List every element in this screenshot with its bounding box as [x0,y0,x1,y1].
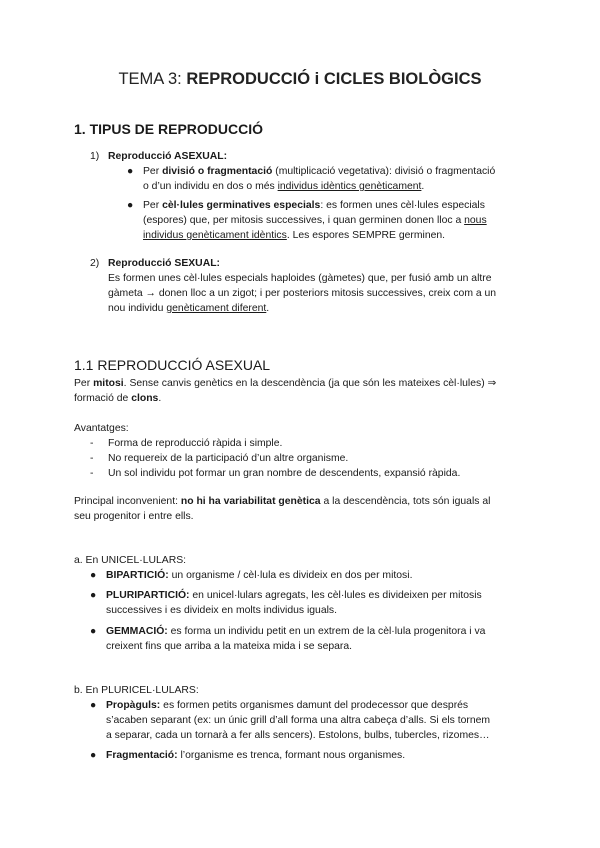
advantages-title: Avantatges: [74,423,129,434]
bullet-fragmentacio: ● Fragmentació: l’organisme es trenca, formant nous organismes. [90,750,406,761]
numbered-item-sexual: 2) Reproducció SEXUAL: [90,258,220,269]
bullet-icon: ● [90,570,97,581]
unicellular-title: a. En UNICEL·LULARS: [74,555,187,566]
bullet-propaguls: ● Propàguls: es formen petits organismes damunt del prodecessor que després s’acaben separant (ex: un únic grill d’all forma una altra cabeça d’alls. Si els tornem a separar, cada un tornarà a fer alls sencers). Estolons, bulbs, tubercles, rizomes… [90,700,491,741]
bullet-gemmacio: ● GEMMACIÓ: es forma un individu petit en un extrem de la cèl·lula progenitora i va creixent fins que arriba a la mateixa mida i se separa. [90,626,486,652]
bullet-icon: ● [127,200,134,211]
bullet-icon: ● [90,700,97,711]
advantages-block [74,421,460,481]
sexual-description: Es formen unes cèl·lules especials haploides (gàmetes) que, per fusió amb un altre gàmeta → donen lloc a un zigot; i per posteriors mitosis successives, creix com a un nou individu genèticament diferent. [108,273,497,314]
bullet-icon: ● [90,590,97,601]
multicellular-title: b. En PLURICEL·LULARS: [74,685,199,696]
bullet-biparticio: ● BIPARTICIÓ: un organisme / cèl·lula es divideix en dos per mitosi. [90,570,413,581]
inconvenient-paragraph: Principal inconvenient: no hi ha variabilitat genètica a la descendència, tots són iguals al seu progenitor i entre ells. [74,496,491,522]
bullet-icon: ● [127,166,134,177]
bullet-icon: ● [90,750,97,761]
numbered-item-asexual: 1) Reproducció ASEXUAL: [90,151,228,162]
bullet-pluriparticio: ● PLURIPARTICIÓ: en unicel·lulars agregats, les cèl·lules es divideixen per mitosis successives i es divideix en molts individus iguals. [90,590,482,616]
list-item: - Un sol individu pot formar un gran nombre de descendents, expansió ràpida. [90,468,461,479]
section-heading-asexual: 1.1 REPRODUCCIÓ ASEXUAL [74,357,271,373]
bullet-germinatives: ● Per cèl·lules germinatives especials: es formen unes cèl·lules especials (espores) que, per mitosis successives, i quan germinen donen lloc a nous individus genèticament idèntics. Les espores SEMPRE germinen. [127,200,487,241]
bullet-icon: ● [90,626,97,637]
page-title: TEMA 3: REPRODUCCIÓ i CICLES BIOLÒGICS [118,70,482,88]
list-item: - No requereix de la participació d’un altre organisme. [90,453,349,464]
section-heading-tipus: 1. TIPUS DE REPRODUCCIÓ [74,121,264,137]
bullet-division: ● Per divisió o fragmentació (multiplicació vegetativa): divisió o fragmentació o d’un individu en dos o més individus idèntics genèticament. [127,166,496,192]
intro-paragraph: Per mitosi. Sense canvis genètics en la descendència (ja que són les mateixes cèl·lules) ⇒ formació de clons. [74,378,497,404]
list-item: - Forma de reproducció ràpida i simple. [90,438,283,449]
